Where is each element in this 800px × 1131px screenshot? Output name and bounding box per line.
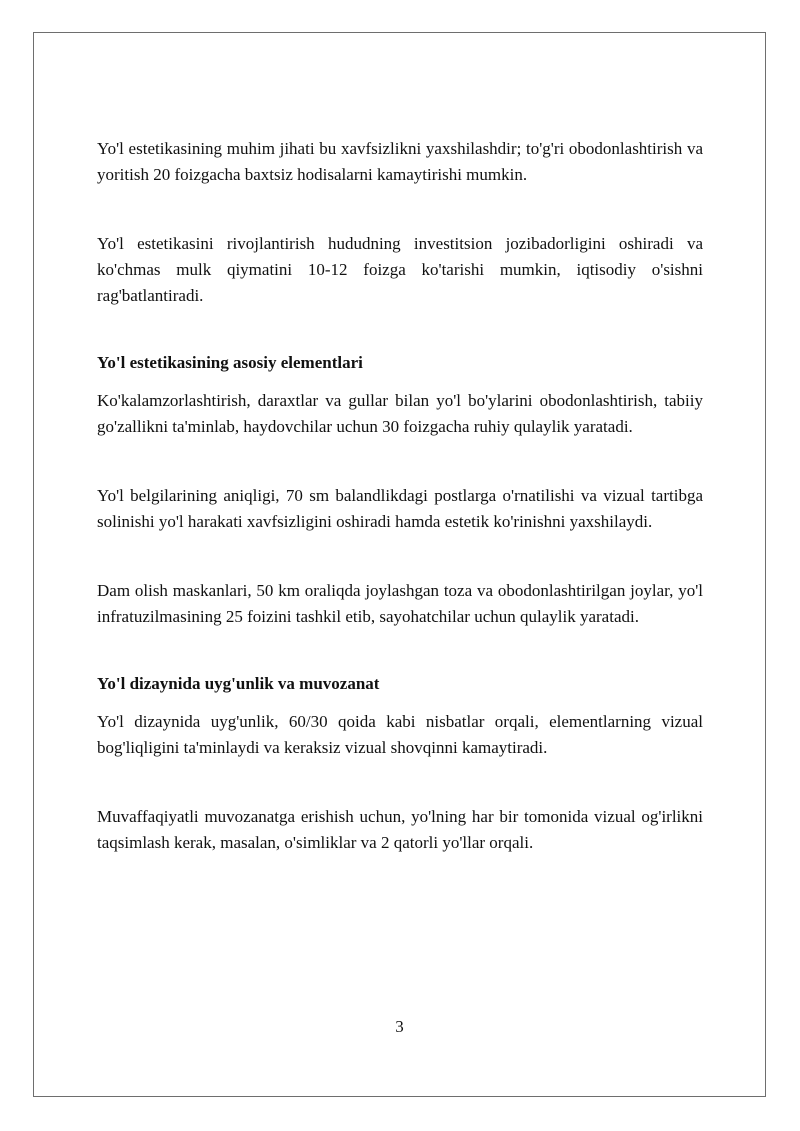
paragraph-safety: Yo'l estetikasining muhim jihati bu xavfsizlikni yaxshilashdir; to'g'ri obodonlashtirish va yoritish 20 foizgacha baxtsiz hodisalarni kamaytirishi mumkin. xyxy=(97,139,703,184)
document-page xyxy=(33,32,766,1097)
page-number: 3 xyxy=(395,1017,404,1036)
paragraph-rest-areas: Dam olish maskanlari, 50 km oraliqda joylashgan toza va obodonlashtirilgan joylar, yo'l infratuzilmasining 25 foizini tashkil etib, sayohatchilar uchun qulaylik yaratadi. xyxy=(97,581,703,626)
section-heading-elements: Yo'l estetikasining asosiy elementlari xyxy=(97,353,363,372)
section-heading-harmony: Yo'l dizaynida uyg'unlik va muvozanat xyxy=(97,674,380,693)
page-content xyxy=(97,136,703,856)
paragraph-investment: Yo'l estetikasini rivojlantirish hududning investitsion jozibadorligini oshiradi va ko'chmas mulk qiymatini 10-12 foizga ko'tarishi mumkin, iqtisodiy o'sishni rag'batlantiradi. xyxy=(97,234,703,305)
paragraph-harmony: Yo'l dizaynida uyg'unlik, 60/30 qoida kabi nisbatlar orqali, elementlarning vizual bog'liqligini ta'minlaydi va keraksiz vizual shovqinni kamaytiradi. xyxy=(97,712,703,757)
paragraph-balance: Muvaffaqiyatli muvozanatga erishish uchun, yo'lning har bir tomonida vizual og'irlikni taqsimlash kerak, masalan, o'simliklar va 2 qatorli yo'llar orqali. xyxy=(97,807,703,852)
paragraph-greenery: Ko'kalamzorlashtirish, daraxtlar va gullar bilan yo'l bo'ylarini obodonlashtirish, tabiiy go'zallikni ta'minlab, haydovchilar uchun 30 foizgacha ruhiy qulaylik yaratadi. xyxy=(97,391,703,436)
paragraph-road-signs: Yo'l belgilarining aniqligi, 70 sm balandlikdagi postlarga o'rnatilishi va vizual tartibga solinishi yo'l harakati xavfsizligini oshiradi hamda estetik ko'rinishni yaxshilaydi. xyxy=(97,486,703,531)
